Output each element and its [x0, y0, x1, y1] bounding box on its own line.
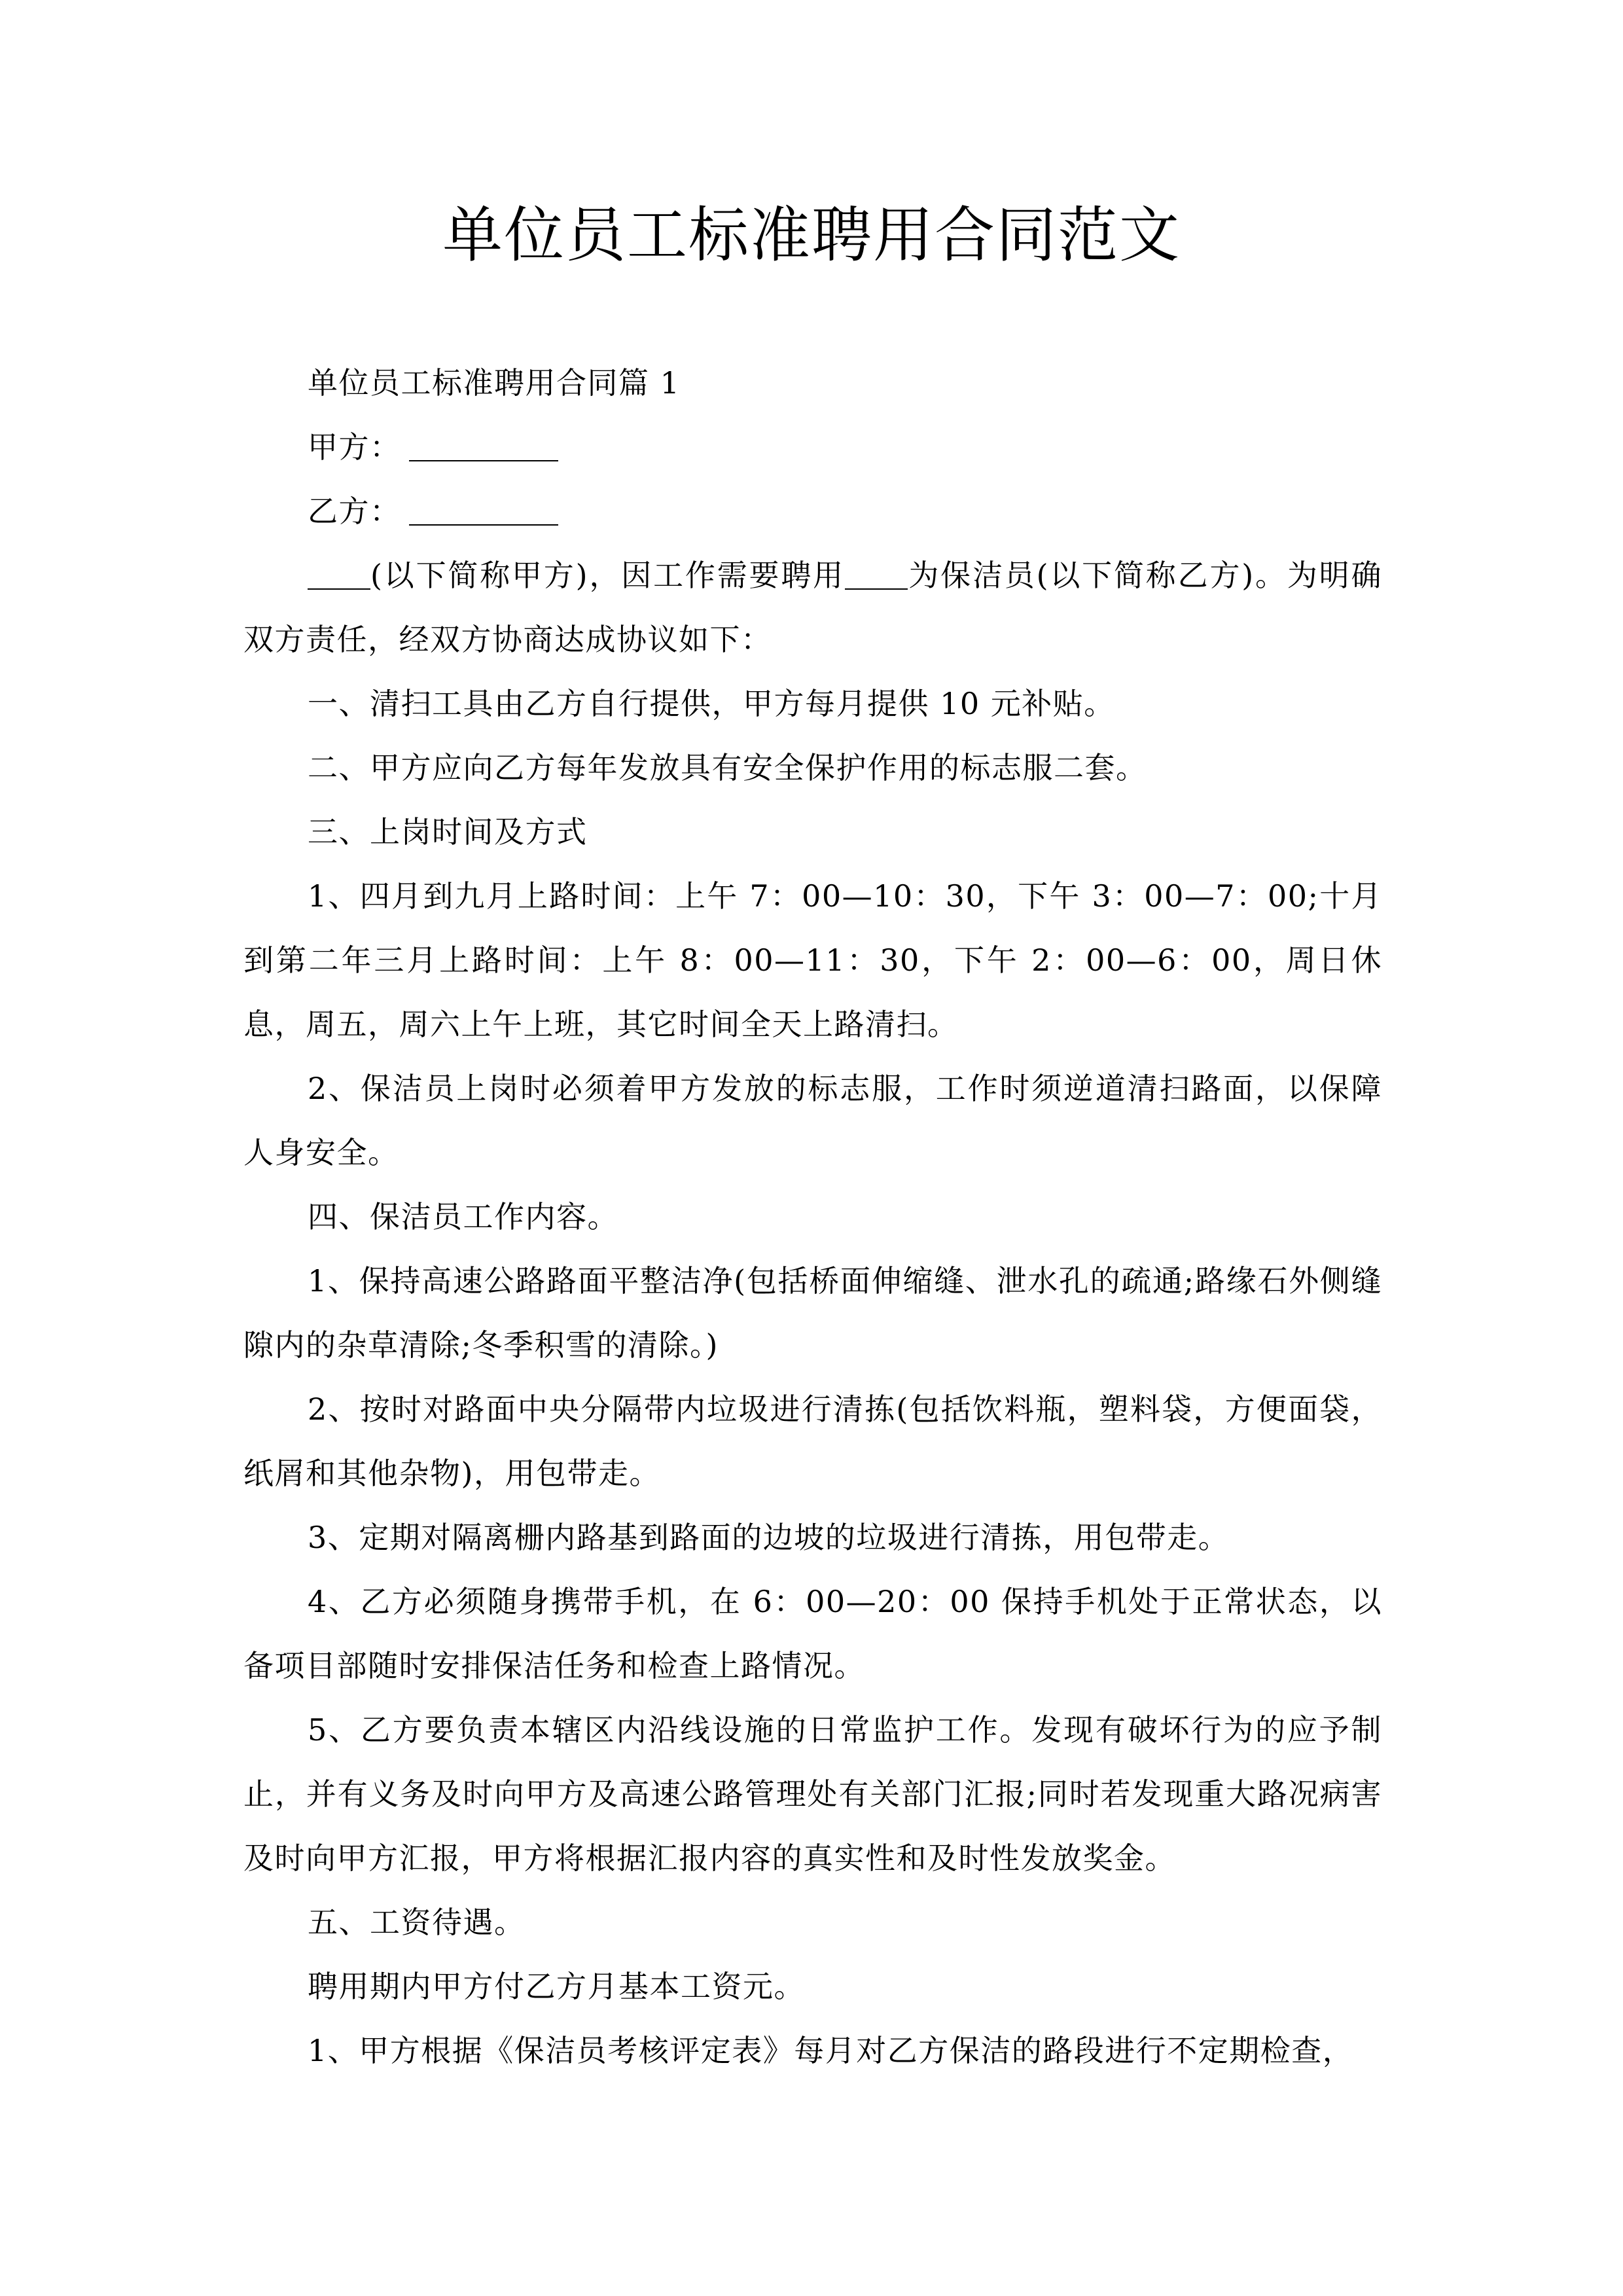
- party-a-blank: [409, 430, 558, 461]
- party-a-line: [243, 415, 1382, 479]
- clause-4-item-2: 2、按时对路面中央分隔带内垃圾进行清拣(包括饮料瓶，塑料袋，方便面袋，纸屑和其他杂物)，用包带走。: [243, 1391, 1382, 1491]
- employer-name-blank: [308, 558, 370, 590]
- clause-1-tools: 一、清扫工具由乙方自行提供，甲方每月提供 10 元补贴。: [308, 686, 1115, 721]
- document-body: [243, 351, 1382, 2083]
- party-b-line: [243, 479, 1382, 543]
- clause-5-base-salary: 聘用期内甲方付乙方月基本工资元。: [308, 1969, 805, 2004]
- party-b-blank: [409, 494, 558, 526]
- section-heading: 单位员工标准聘用合同篇 1: [308, 365, 681, 401]
- clause-5-heading: 五、工资待遇。: [308, 1905, 526, 1940]
- clause-4-heading: 四、保洁员工作内容。: [308, 1199, 618, 1234]
- document-title: 单位员工标准聘用合同范文: [442, 200, 1181, 270]
- party-b-label: 乙方：: [308, 493, 401, 529]
- intro-part-2: 为保洁员(以下简称乙方)。为明确双方责任，经双方协商达成协议如下：: [243, 558, 1382, 657]
- clause-3-heading: 三、上岗时间及方式: [308, 814, 588, 850]
- clause-3-item-2-safety: 2、保洁员上岗时必须着甲方发放的标志服，工作时须逆道清扫路面，以保障人身安全。: [243, 1071, 1382, 1170]
- party-a-label: 甲方：: [308, 429, 401, 465]
- clause-4-item-1: 1、保持高速公路路面平整洁净(包括桥面伸缩缝、泄水孔的疏通;路缘石外侧缝隙内的杂草清除;冬季积雪的清除。): [243, 1263, 1382, 1363]
- intro-part-1: (以下简称甲方)，因工作需要聘用: [370, 558, 845, 593]
- employee-name-blank: [845, 558, 908, 590]
- clause-4-item-4: 4、乙方必须随身携带手机，在 6：00—20：00 保持手机处于正常状态，以备项目部随时安排保洁任务和检查上路情况。: [243, 1584, 1382, 1683]
- clause-5-item-1: 1、甲方根据《保洁员考核评定表》每月对乙方保洁的路段进行不定期检查，: [308, 2033, 1354, 2068]
- clause-4-item-3: 3、定期对隔离栅内路基到路面的边坡的垃圾进行清拣，用包带走。: [308, 1520, 1230, 1555]
- intro-paragraph: [243, 543, 1382, 672]
- clause-4-item-5: 5、乙方要负责本辖区内沿线设施的日常监护工作。发现有破坏行为的应予制止，并有义务及时向甲方及高速公路管理处有关部门汇报;同时若发现重大路况病害及时向甲方汇报，甲方将根据汇报内容的真实性和及时性发放奖金。: [243, 1712, 1382, 1876]
- clause-2-uniform: 二、甲方应向乙方每年发放具有安全保护作用的标志服二套。: [308, 750, 1147, 785]
- clause-3-item-1-hours: 1、四月到九月上路时间：上午 7：00—10：30，下午 3：00—7：00;十月到第二年三月上路时间：上午 8：00—11：30，下午 2：00—6：00，周日休息，周五，周六上午上班，其它时间全天上路清扫。: [243, 878, 1382, 1042]
